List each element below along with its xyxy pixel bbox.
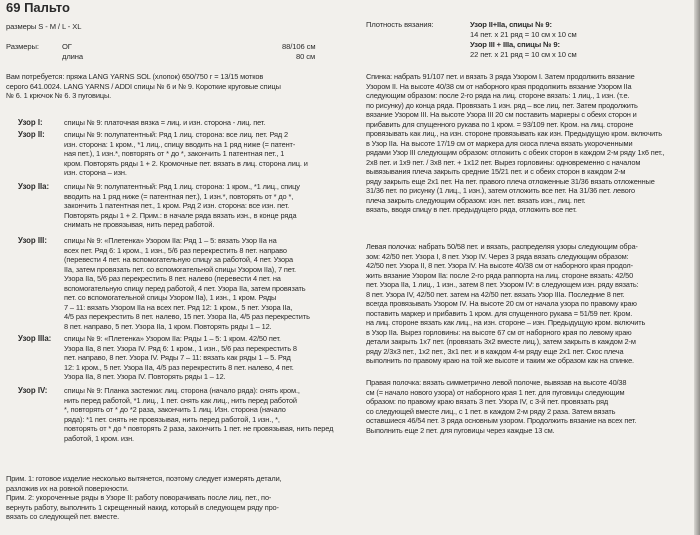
pattern-line: кром. Повторять ряды 1 + 2. Кромочные пет. вязать в лиц. сторона лиц. и	[64, 158, 308, 168]
pattern-line: спицы № 9: полупатентный: Ряд 1 лиц. сторона: все лиц. пет. Ряд 2	[64, 130, 289, 139]
left-front-line: 8 пет. Узора IV, 42/50 пет. затем на 42/50 пет. вязать Узор IIIa. Последние 8 пет.	[366, 289, 625, 299]
page-title: 69 Пальто	[6, 0, 70, 15]
pattern-text-3	[64, 236, 310, 331]
pattern-line: спицы № 9: платочная вязка = лиц. и изн. сторона - лиц. пет.	[64, 118, 266, 127]
left-front-line: Левая полочка: набрать 50/58 пет. и вязать, распределяя узоры следующим обра-	[366, 242, 638, 251]
gauge-pattern-1: Узор II+IIa, спицы № 9:	[470, 20, 552, 29]
left-front-paragraph	[366, 242, 645, 366]
left-front-line: выполнить по правому краю на той же высоте и таким же образом как на спинке.	[366, 356, 634, 365]
left-front-line: зом: 42/50 пет. Узора I, 8 пет. Узор IV. Через 3 ряда вязать следующим образом:	[366, 251, 629, 261]
pattern-line: 4/5 раз перекрестить 8 пет. налево, 15 пет. Узора IIa, 4/5 раз перекрестить	[64, 312, 310, 322]
length-value: 80 см	[296, 52, 316, 61]
pattern-line: спицы № 9: Планка застежки: лиц. сторона (начало ряда): снять кром.,	[64, 386, 300, 395]
pattern-label-1: Узор I:	[18, 118, 43, 127]
og-label: ОГ	[62, 42, 72, 51]
right-front-line: Выполнить еще 2 пет. для пуговицы через каждые 13 см.	[366, 425, 555, 435]
back-line: провязывать как лиц., на изн. стороне провязывать как изн. Предыдущую кром. включить	[366, 129, 662, 138]
back-paragraph	[366, 72, 665, 215]
note-line: Прим. 2: укороченные ряды в Узоре II: работу поворачивать после лиц. пет., по-	[6, 493, 272, 503]
notes-paragraph	[6, 474, 282, 522]
back-line: следующим образом: после 2-го ряда на лиц. стороне вязать: 1 лиц., 1 изн. (т.е.	[366, 91, 630, 100]
pattern-line: повторять от * до * повторять 2 раза, закончить 1 пет. не провязывая, нить перед работой, 1 кром. изн.	[64, 424, 334, 443]
left-front-line: на лиц. стороне вязать как лиц., на изн. стороне – изн. Предыдущую кром. включить	[366, 318, 646, 327]
pattern-line: Повторять ряды 1 + 2. Прим.: в начале ряда вязать изн., в конце ряда	[64, 210, 297, 220]
pattern-line: изн. сторона – изн.	[64, 168, 127, 178]
right-front-line: со следующей вместе лиц., с 1 пет. в каждом 2-м ряду 2 раза. Затем вязать	[366, 406, 616, 416]
page-edge-shadow	[694, 0, 700, 535]
pattern-line: Узора IIa, 8 пет. Узора IV. Повторять ряды 1 – 12.	[64, 372, 226, 382]
gauge-value-2: 22 пет. x 21 ряд = 10 см x 10 см	[470, 50, 577, 59]
materials-paragraph	[6, 72, 281, 101]
pattern-line: Узора IIa, 5/6 раз перекрестить 8 пет. налево (перевести 4 пет. на	[64, 274, 281, 284]
back-line: 2х8 пет. и 1х9 пет. / 3х8 пет. + 1х12 пет. Вырез горловины: одновременно с началом	[366, 157, 641, 167]
back-line: вязание Узором III. На высоте Узора III 20 см поставить маркеры с обеих сторон и	[366, 110, 637, 119]
left-front-line: пет. Узора IIa, 1 лиц., 1 изн., затем 8 пет. Узором IV: в следующем изн. ряду вязать:	[366, 280, 639, 289]
back-line: в Узор IIa. На высоте 17/19 см от маркера для скоса плеча вязать укороченными	[366, 138, 633, 148]
pattern-label-3a: Узор IIIa:	[18, 334, 52, 343]
pattern-line: нить перед работой, *1 лиц., 1 пет. снять как лиц., нить перед работой	[64, 395, 297, 405]
left-front-line: ряду 2/3х3 пет., 1х2 пет., 3х1 пет. и в каждом 4-м ряду еще 2х1 пет. Скос плеча	[366, 346, 624, 356]
back-line: вязать, вводя спицу в пет. предыдущего ряда, отложить все пет.	[366, 205, 577, 214]
back-line: вывязывания плеча закрыть средние 15/21 пет. и с обеих сторон в каждом 2-м	[366, 167, 626, 176]
pattern-label-2: Узор II:	[18, 130, 45, 139]
pattern-text-2a	[64, 182, 300, 230]
gauge-value-1: 14 пет. x 21 ряд = 10 см x 10 см	[470, 30, 577, 39]
pattern-line: спицы № 9: «Плетенка» Узором IIa: Ряды 1 – 5: 1 кром. 42/50 пет.	[64, 334, 281, 343]
left-front-line: 42/50 пет. Узора II, 8 пет. Узора IV. На высоте 40/38 см от наборного края продол-	[366, 261, 633, 270]
right-front-line: Правая полочка: вязать симметрично левой полочке, вывязав на высоте 40/38	[366, 378, 627, 387]
back-line: по рисунку) до конца ряда. Провязать 1 изн. ряд – все лиц. пет. Затем продолжить	[366, 100, 638, 110]
pattern-line: пет. со вспомогательной спицы Узором IIa), 1 изн., 1 кром. Ряды	[64, 293, 277, 303]
back-line: Спинка: набрать 91/107 пет. и вязать 3 ряда Узором I. Затем продолжить вязание	[366, 72, 635, 81]
pattern-text-3a	[64, 334, 297, 382]
pattern-line: снимать не провязывая, нить перед работой.	[64, 220, 215, 230]
back-line: плеча закрыть следующим образом: изн. пет. вязать изн., лиц. пет.	[366, 195, 586, 205]
left-front-line: в Узор IIa. Вырез горловины: на высоте 67 см от наборного края по левому краю	[366, 327, 632, 337]
materials-line: серого 641.0024. LANG YARNS / ADDI спицы № 6 и № 9. Короткие круговые спицы	[6, 81, 281, 91]
note-line: вязать со следующей пет. вместе.	[6, 512, 120, 522]
pattern-line: всех пет. Ряд 6: 1 кром., 1 изн., 5/6 раз перекрестить 8 пет. направо	[64, 245, 287, 255]
pattern-line: спицы № 9: полупатентный: Ряд 1 лиц. сторона: 1 кром., *1 лиц., спицу	[64, 182, 300, 191]
pattern-line: 12: 1 кром., 5 пет. Узора IIa, 4/5 раз перекрестить 8 пет. налево, 4 пет.	[64, 362, 294, 372]
pattern-line: IIa, затем провязать пет. со вспомогательной спицы Узором IIa), 7 пет.	[64, 264, 296, 274]
pattern-line: закончить 1 патентная пет., 1 кром. Ряд 2 изн. сторона: все изн. пет.	[64, 201, 290, 211]
pattern-label-4: Узор IV:	[18, 386, 48, 395]
back-line: прибавить для спущенного рукава по 1 кром. = 93/109 пет. Кром. на лиц. стороне	[366, 119, 634, 129]
back-line: ряду закрыть еще 2х1 пет. На пет. правого плеча отложенные 31/36 вязать отложенные	[366, 176, 655, 186]
materials-line: Вам потребуется: пряжа LANG YARNS SOL (хлопок) 650/750 г = 13/15 мотков	[6, 72, 264, 81]
pattern-line: вводить на 1 ряд ниже (= патентная пет.), 1 изн.*, повторять от * до *,	[64, 191, 294, 201]
pattern-line: вспомогательную спицу перед работой, 4 пет. Узора IIa, затем провязать	[64, 283, 306, 293]
pattern-text-2	[64, 130, 308, 178]
pattern-line: Узора IIa, 8 пет. Узора IV. Ряд 6: 1 кром., 1 изн., 5/6 раз перекрестить 8	[64, 343, 297, 353]
back-line: Узором II. На высоте 40/38 см от наборного края продолжить вязание Узором IIa	[366, 81, 632, 91]
note-line: Прим. 1: готовое изделие несколько вытянется, поэтому следует измерять детали,	[6, 474, 282, 483]
og-value: 88/106 см	[282, 42, 316, 51]
pattern-line: спицы № 9: «Плетенка» Узором IIa: Ряд 1 – 5: вязать Узор IIa на	[64, 236, 277, 245]
note-line: разложив их на ровной поверхности.	[6, 483, 129, 493]
pattern-line: ряда): *1 пет. снять не провязывая, нить перед работой, 1 изн., *,	[64, 414, 280, 424]
sizes-line: размеры S - M / L - XL	[6, 22, 82, 31]
right-front-line: оставшиеся 46/54 пет. 3 ряда основным узором. Продолжить вязание на всех пет.	[366, 416, 637, 425]
right-front-line: образом: по правому краю вязать 3 пет. Узора IV, с 3-й пет. провязать ряд	[366, 397, 609, 406]
back-line: 31/36 пет. по рисунку (1 лиц., 1 изн.), затем отложить все пет. На 31/36 пет. левого	[366, 186, 635, 195]
length-label: длина	[62, 52, 84, 61]
gauge-pattern-2: Узор III + IIIa, спицы № 9:	[470, 40, 560, 49]
right-front-paragraph	[366, 378, 636, 435]
note-line: вернуть работу, выполнить 1 скрещенный накид, который в следующем ряду про-	[6, 502, 279, 512]
pattern-line: ная пет.), 1 изн.*, повторять от * до *, закончить 1 патентная пет., 1	[64, 149, 285, 159]
pattern-label-3: Узор III:	[18, 236, 47, 245]
pattern-line: *, повторять от * до *2 раза, закончить 1 лиц. Изн. сторона (начало	[64, 405, 286, 415]
left-front-line: жить вязание Узором IIa: после 2-го ряда раппорта на лиц. стороне вязать: 42/50	[366, 270, 634, 280]
pattern-label-2a: Узор IIa:	[18, 182, 50, 191]
measurements-label: Размеры:	[6, 42, 39, 51]
pattern-line: пет. направо, 8 пет. Узора IV. Ряды 7 – 11: вязать как ряды 1 – 5. Ряд	[64, 353, 291, 363]
pattern-line: (перевести 4 пет. на вспомогательную спицу за работой, 4 пет. Узора	[64, 255, 293, 265]
left-front-line: всегда провязывать Узором IV. На высоте 20 см от начала узора по правому краю	[366, 299, 637, 308]
right-front-line: см (= начало нового узора) от наборного края 1 пет. для пуговицы следующим	[366, 387, 625, 397]
materials-line: № 6. 1 крючок № 6. 3 пуговицы.	[6, 91, 112, 101]
back-line: рядами Узор III следующим образом: отложить с обеих сторон в каждом 2-м ряду 1х6 пет.,	[366, 148, 665, 157]
pattern-line: изн. сторона: 1 кром., *1 лиц., спицу вводить на 1 ряд ниже (= патент-	[64, 139, 296, 149]
left-front-line: поставить маркер и прибавить 1 кром. для спущенного рукава = 51/59 пет. Кром.	[366, 308, 633, 318]
gauge-label: Плотность вязания:	[366, 20, 434, 29]
pattern-line: 7 – 11: вязать Узором IIa на всех пет. Ряд 12: 1 кром., 5 пет. Узора IIa,	[64, 302, 293, 312]
left-front-line: детали закрыть 1х7 пет. (провязать 3х2 вместе лиц.), затем закрыть в каждом 2-м	[366, 337, 636, 346]
pattern-text-4	[64, 386, 334, 443]
pattern-text-1	[64, 118, 265, 128]
pattern-line: 8 пет. направо, 5 пет. Узора IIa, 1 кром. Повторять ряды 1 – 12.	[64, 321, 272, 331]
